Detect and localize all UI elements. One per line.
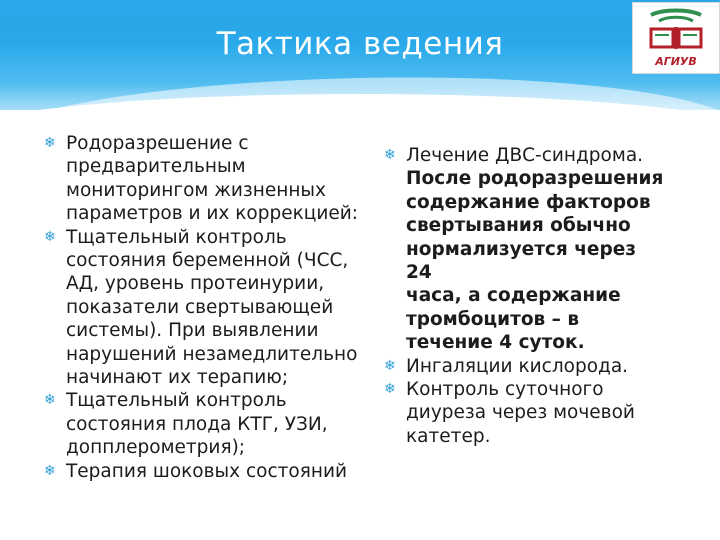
- list-item: ❄ Тщательный контроль состояния плода КТГ, УЗИ, допплерометрия);: [44, 390, 328, 459]
- list-item: ❄ Терапия шоковых состояний: [44, 460, 347, 482]
- list-item: ❄ Ингаляции кислорода.: [384, 355, 629, 377]
- list-item: ❄ Тщательный контроль состояния беременной (ЧСС, АД, уровень протеинурии, показатели свертывающей системы). При выявлении нарушений незамедлительно начинают их терапию;: [44, 226, 358, 389]
- slide-title: Тактика ведения: [216, 26, 504, 62]
- snowflake-bullet-icon: ❄: [384, 357, 396, 374]
- list-item: ❄ Родоразрешение с предварительным мониторингом жизненных параметров и их коррекцией:: [44, 133, 359, 225]
- right-bullet-list: [384, 144, 664, 448]
- snowflake-bullet-icon: ❄: [44, 228, 56, 245]
- snowflake-bullet-icon: ❄: [384, 381, 396, 398]
- logo-text: АГИУВ: [655, 55, 697, 68]
- left-bullet-list: [44, 132, 374, 483]
- title-banner: [0, 0, 720, 110]
- snowflake-bullet-icon: ❄: [44, 135, 56, 151]
- book-emblem-icon: [641, 7, 711, 55]
- list-item: ❄ Контроль суточного диуреза через мочевой катетер.: [384, 379, 635, 447]
- snowflake-bullet-icon: ❄: [44, 462, 56, 479]
- agiuv-logo: [632, 2, 720, 74]
- snowflake-bullet-icon: ❄: [384, 147, 396, 163]
- snowflake-bullet-icon: ❄: [44, 392, 56, 409]
- list-item: ❄ Лечение ДВС-синдрома. После родоразрешения содержание факторов свертывания обычно нормализуется через 24 часа, а содержание тромбоцитов – в течение 4 суток.: [384, 145, 664, 354]
